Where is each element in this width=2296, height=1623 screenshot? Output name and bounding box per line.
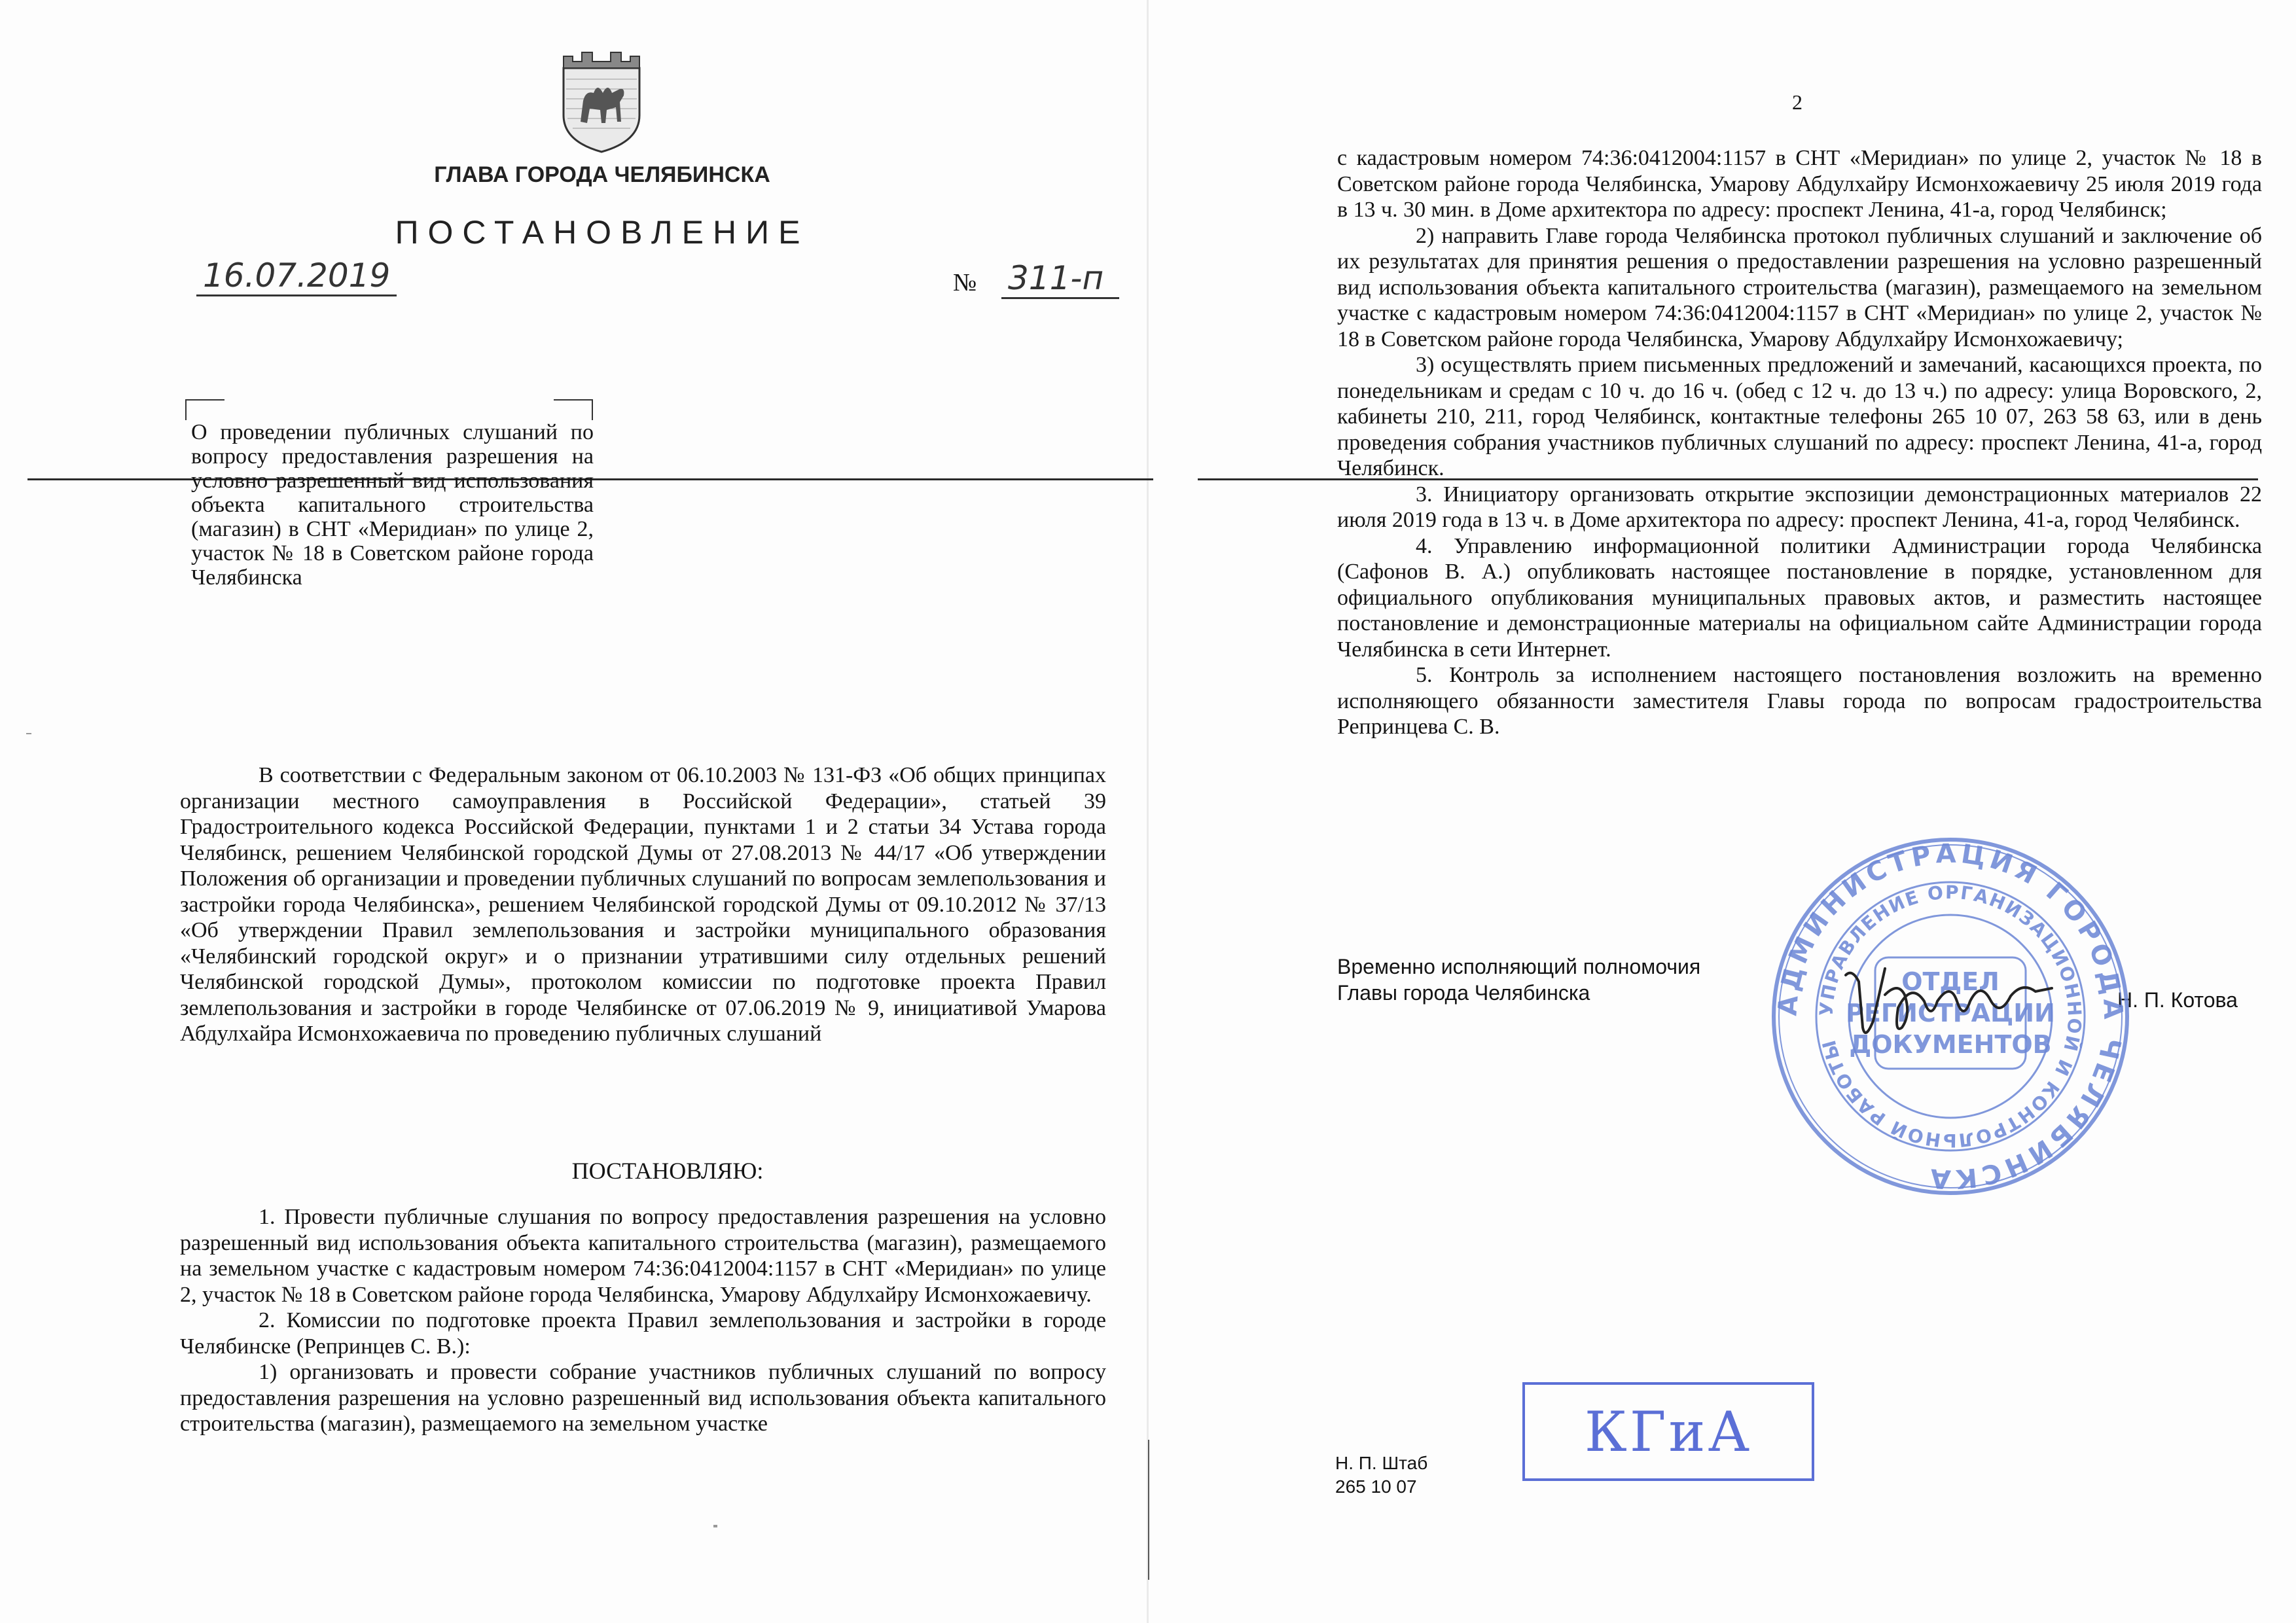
handwritten-signature: [1839, 955, 2055, 1047]
continuation-text: с кадастровым номером 74:36:0412004:1157 в СНТ «Меридиан» по улице 2, участок № 18 в Советском районе города Челябинска, Умарову Абдулхайру Исмонхожаевичу 25 июля 2019 года в 13 ч. 30 мин. в Доме архитектора по адресу: проспект Ленина, 41-а, город Челябинск;: [1337, 146, 2262, 222]
resolve-word: ПОСТАНОВЛЯЮ:: [571, 1158, 764, 1184]
stamp-center-line-3: ДОКУМЕНТОВ: [1849, 1030, 2052, 1059]
stamp-center-line-1: ОТДЕЛ: [1901, 967, 2000, 996]
executor-info: [1335, 1452, 1427, 1499]
margin-rule: [1148, 1440, 1149, 1580]
city-crest-icon: [560, 50, 643, 153]
resolution-item: 5. Контроль за исполнением настоящего постановления возложить на временно исполняющего обязанности заместителя Главы города по вопросам градостроительства Репринцева С. В.: [1337, 663, 2262, 739]
executor-phone: 265 10 07: [1335, 1476, 1417, 1497]
document-subject: О проведении публичных слушаний по вопросу предоставления разрешения на условно разрешенный вид использования объекта капитального строительства (магазин) в СНТ «Меридиан» по улице 2, участок № 18 в Советском районе города Челябинска: [191, 420, 594, 590]
number-sign: №: [953, 269, 977, 296]
document-type: ПОСТАНОВЛЕНИЕ: [395, 214, 810, 251]
kgia-stamp: КГиА: [1522, 1382, 1814, 1481]
stamp-inner-ring-text: УПРАВЛЕНИЕ ОРГАНИЗАЦИОННОЙ И КОНТРОЛЬНОЙ РАБОТЫ: [1815, 881, 2086, 1152]
preamble-text: В соответствии с Федеральным законом от 06.10.2003 № 131-ФЗ «Об общих принципах организации местного самоуправления в Российской Федерации», статьей 39 Градостроительного кодекса Российской Федерации, пунктами 1 и 2 статьи 34 Устава города Челябинск, решением Челябинской городской Думы от 27.08.2013 № 44/17 «Об утверждении Положения об организации и проведении публичных слушаний по вопросам землепользования и застройки города Челябинска», решением Челябинской городской Думы от 09.10.2012 № 37/13 «Об утверждении Правил землепользования и застройки муниципального образования «Челябинский городской округ» и о признании утратившими силу отдельных решений Челябинской городской Думы», протоколом комиссии по подготовке проекта Правил землепользования и застройки в городе Челябинске от 07.06.2019 № 9, инициативой Умарова Абдулхайра Исмонхожаевича по проведению публичных слушаний: [180, 763, 1106, 1046]
handwritten-number: 311-п: [1001, 259, 1119, 299]
org-title: ГЛАВА ГОРОДА ЧЕЛЯБИНСКА: [434, 162, 770, 187]
stamp-outer-ring-text: АДМИНИСТРАЦИЯ ГОРОДА ЧЕЛЯБИНСКА: [1772, 838, 2128, 1194]
scan-speck: [26, 733, 31, 734]
resolution-item: 2. Комиссии по подготовке проекта Правил землепользования и застройки в городе Челябинске (Репринцев С. В.):: [180, 1308, 1106, 1359]
resolution-item: 3. Инициатору организовать открытие экспозиции демонстрационных материалов 22 июля 2019 года в 13 ч. в Доме архитектора по адресу: проспект Ленина, 41-а, город Челябинск.: [1337, 482, 2262, 532]
resolution-items-page-2: [1337, 145, 2262, 740]
stamp-center-line-2: РЕГИСТРАЦИИ: [1846, 999, 2055, 1027]
resolution-item: 4. Управлению информационной политики Администрации города Челябинска (Сафонов В. А.) опубликовать настоящее постановление в порядке, установленном для официального опубликования муниципальных правовых актов, и разместить настоящее постановление и демонстрационные материалы на официальном сайте Администрации города Челябинска в сети Интернет.: [1337, 533, 2262, 662]
signatory-title: [1337, 954, 1700, 1006]
page-number: 2: [1792, 90, 1803, 114]
handwritten-date: 16.07.2019: [196, 257, 397, 296]
resolution-item: 2) направить Главе города Челябинска протокол публичных слушаний и заключение об их результатах для принятия решения о предоставлении разрешения на условно разрешенный вид использования объекта капитального строительства (магазин), размещаемого на земельном участке с кадастровым номером 74:36:0412004:1157 в СНТ «Меридиан» по улице 2, участок № 18 в Советском районе города Челябинска, Умарову Абдулхайру Исмонхожаевичу;: [1337, 223, 2262, 351]
subject-bracket-right: [554, 399, 593, 420]
page-fold: [1147, 0, 1149, 1623]
resolution-item: 1. Провести публичные слушания по вопросу предоставления разрешения на условно разрешенный вид использования объекта капитального строительства (магазин), размещаемого на земельном участке с кадастровым номером 74:36:0412004:1157 в СНТ «Меридиан» по улице 2, участок № 18 в Советском районе города Челябинска, Умарову Абдулхайру Исмонхожаевичу.: [180, 1205, 1106, 1307]
resolution-item: 3) осуществлять прием письменных предложений и замечаний, касающихся проекта, по понедельникам и средам с 10 ч. до 16 ч. (обед с 12 ч. до 13 ч.) по адресу: улица Воровского, 2, кабинеты 210, 211, город Челябинск, контактные телефоны 265 10 07, 263 58 63, или в день проведения собрания участников публичных слушаний по адресу: проспект Ленина, 41-а, город Челябинск.: [1337, 353, 2262, 480]
signatory-title-line-1: Временно исполняющий полномочия: [1337, 955, 1701, 978]
signatory-name: Н. П. Котова: [2117, 988, 2238, 1012]
executor-name: Н. П. Штаб: [1335, 1453, 1428, 1473]
signatory-title-line-2: Главы города Челябинска: [1337, 981, 1590, 1005]
scan-speck: [713, 1525, 717, 1527]
subject-bracket-left: [185, 399, 224, 420]
resolution-items-page-1: [180, 1204, 1106, 1437]
resolution-item: 1) организовать и провести собрание участников публичных слушаний по вопросу предоставления разрешения на условно разрешенный вид использования объекта капитального строительства (магазин), размещаемого на земельном участке: [180, 1360, 1106, 1436]
preamble: [180, 762, 1106, 1047]
